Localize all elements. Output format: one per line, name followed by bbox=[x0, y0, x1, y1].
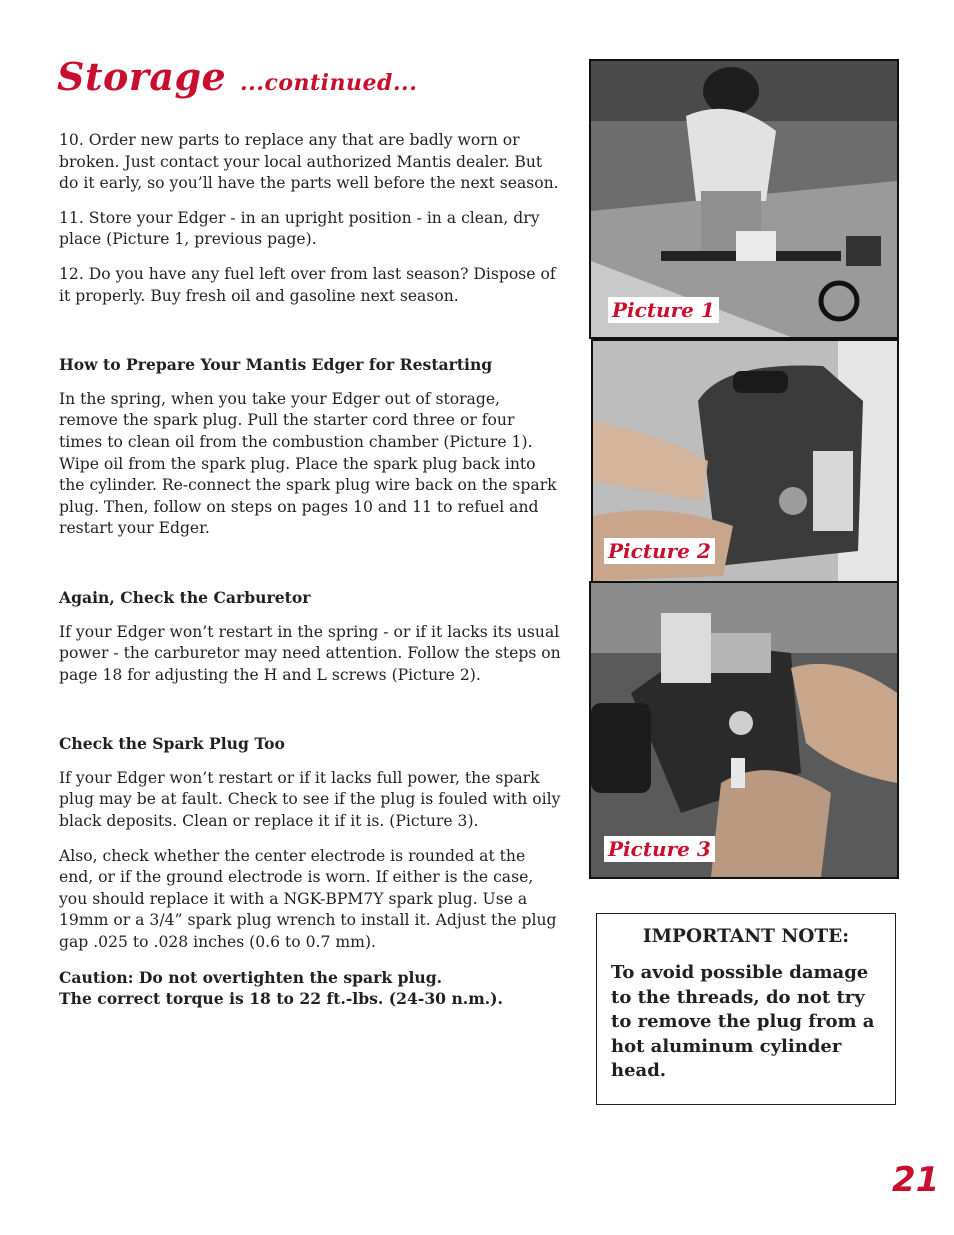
heading-spark-plug: Check the Spark Plug Too bbox=[59, 734, 285, 754]
title-suffix: ...continued... bbox=[239, 70, 418, 96]
main-text-column bbox=[59, 130, 561, 1010]
heading-restart: How to Prepare Your Mantis Edger for Restarting bbox=[59, 355, 493, 375]
picture-3-illustration bbox=[591, 583, 897, 877]
picture-1-illustration bbox=[591, 61, 897, 337]
picture-3-caption: Picture 3 bbox=[604, 836, 715, 862]
paragraph-12: 12. Do you have any fuel left over from last season? Dispose of it properly. Buy fresh oil and gasoline next season. bbox=[59, 264, 556, 305]
note-heading: IMPORTANT NOTE: bbox=[642, 926, 850, 947]
title-main: Storage bbox=[57, 54, 227, 99]
note-text: To avoid possible damage to the threads, do not try to remove the plug from a hot aluminum cylinder head. bbox=[611, 962, 875, 1081]
page-number: 21 bbox=[892, 1160, 940, 1200]
paragraph-carburetor: If your Edger won’t restart in the spring - or if it lacks its usual power - the carburetor may need attention. Follow the steps on page 18 for adjusting the H and L screws (Picture 2). bbox=[59, 622, 561, 684]
caution-note bbox=[59, 967, 561, 1010]
paragraph-spark-plug-2: Also, check whether the center electrode is rounded at the end, or if the ground electrode is worn. If either is the case, you should replace it with a NGK-BPM7Y spark plug. Use a 19mm or a 3/4” spark plug wrench to install it. Adjust the plug gap .025 to .028 inches (0.6 to 0.7 mm). bbox=[59, 846, 557, 952]
important-note-box bbox=[596, 913, 896, 1105]
picture-3-photo bbox=[589, 581, 899, 879]
paragraph-restart: In the spring, when you take your Edger out of storage, remove the spark plug. Pull the starter cord three or four times to clean oil from the combustion chamber (Picture 1). Wipe oil from the spark plug. Place the spark plug back into the cylinder. Re-connect the spark plug wire back on the spark plug. Then, follow on steps on pages 10 and 11 to refuel and restart your Edger. bbox=[59, 389, 557, 538]
caution-line-2: The correct torque is 18 to 22 ft.-lbs. (24-30 n.m.). bbox=[59, 989, 503, 1009]
picture-2-caption: Picture 2 bbox=[604, 538, 715, 564]
caution-line-1: Caution: Do not overtighten the spark plug. bbox=[59, 967, 443, 987]
paragraph-10: 10. Order new parts to replace any that are badly worn or broken. Just contact your local authorized Mantis dealer. But do it early, so you’ll have the parts well before the next season. bbox=[59, 131, 559, 193]
picture-1-caption: Picture 1 bbox=[608, 297, 719, 323]
page-title bbox=[57, 54, 417, 99]
heading-carburetor: Again, Check the Carburetor bbox=[59, 587, 311, 607]
paragraph-11: 11. Store your Edger - in an upright position - in a clean, dry place (Picture 1, previous page). bbox=[59, 208, 540, 249]
paragraph-spark-plug-1: If your Edger won’t restart or if it lacks full power, the spark plug may be at fault. Check to see if the plug is fouled with oily black deposits. Clean or replace it if it is. (Picture 3). bbox=[59, 768, 561, 831]
